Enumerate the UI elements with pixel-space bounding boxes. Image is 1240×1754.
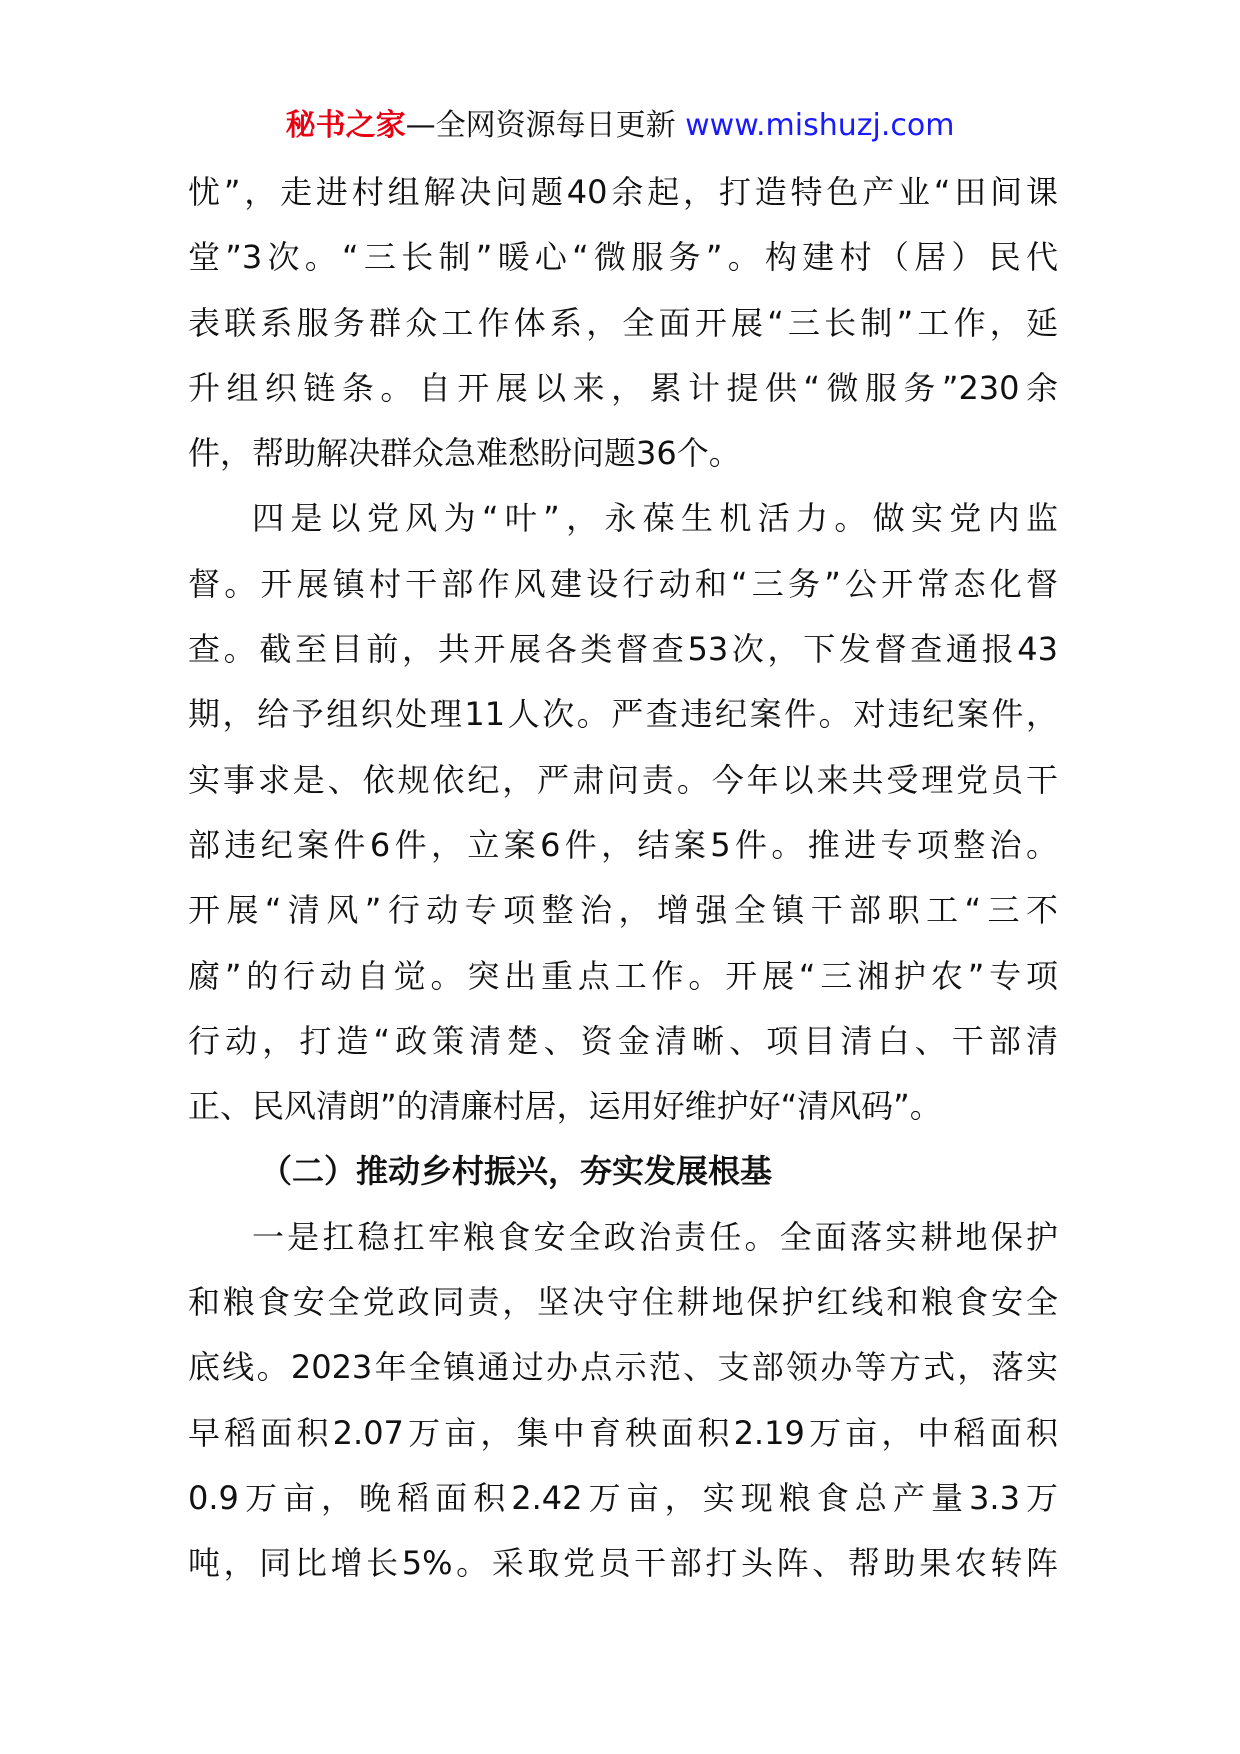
text-line: 部违纪案件6件，立案6件，结案5件。推进专项整治。 xyxy=(188,825,1058,864)
text-line: 正、民风清朗”的清廉村居，运用好维护好“清风码”。 xyxy=(188,1087,942,1126)
site-url-link[interactable]: www.mishuzj.com xyxy=(685,108,955,143)
text-line: 升组织链条。自开展以来，累计提供“微服务”230余 xyxy=(188,368,1058,407)
text-line: 行动，打造“政策清楚、资金清晰、项目清白、干部清 xyxy=(188,1021,1058,1060)
text-line: 腐”的行动自觉。突出重点工作。开展“三湘护农”专项 xyxy=(188,956,1058,995)
section-heading: （二）推动乡村振兴，夯实发展根基 xyxy=(260,1152,773,1191)
text-line: 和粮食安全党政同责，坚决守住耕地保护红线和粮食安全 xyxy=(188,1283,1058,1322)
text-line: 件，帮助解决群众急难愁盼问题36个。 xyxy=(188,434,741,473)
site-slogan: —全网资源每日更新 xyxy=(405,108,686,143)
text-line: 表联系服务群众工作体系，全面开展“三长制”工作，延 xyxy=(188,303,1058,342)
text-line: 底线。2023年全镇通过办点示范、支部领办等方式，落实 xyxy=(188,1348,1058,1387)
text-line: 查。截至目前，共开展各类督查53次，下发督查通报43 xyxy=(188,630,1058,669)
text-line: 督。开展镇村干部作风建设行动和“三务”公开常态化督 xyxy=(188,564,1058,603)
text-line: 期，给予组织处理11人次。严查违纪案件。对违纪案件， xyxy=(188,695,1058,734)
text-line: 开展“清风”行动专项整治，增强全镇干部职工“三不 xyxy=(188,891,1058,930)
text-line: 0.9万亩，晚稻面积2.42万亩，实现粮食总产量3.3万 xyxy=(188,1478,1058,1517)
paragraph-start-line: 四是以党风为“叶”，永葆生机活力。做实党内监 xyxy=(252,499,1058,538)
text-line: 吨，同比增长5%。采取党员干部打头阵、帮助果农转阵 xyxy=(188,1544,1058,1583)
text-line: 堂”3次。“三长制”暖心“微服务”。构建村（居）民代 xyxy=(188,238,1058,277)
document-body xyxy=(188,160,1058,1597)
site-brand: 秘书之家 xyxy=(285,108,406,143)
text-line: 忧”，走进村组解决问题40余起，打造特色产业“田间课 xyxy=(188,173,1058,211)
site-header xyxy=(0,104,1240,148)
text-line: 实事求是、依规依纪，严肃问责。今年以来共受理党员干 xyxy=(188,760,1058,799)
paragraph-start-line: 一是扛稳扛牢粮食安全政治责任。全面落实耕地保护 xyxy=(252,1217,1058,1256)
text-line: 早稻面积2.07万亩，集中育秧面积2.19万亩，中稻面积 xyxy=(188,1413,1058,1452)
